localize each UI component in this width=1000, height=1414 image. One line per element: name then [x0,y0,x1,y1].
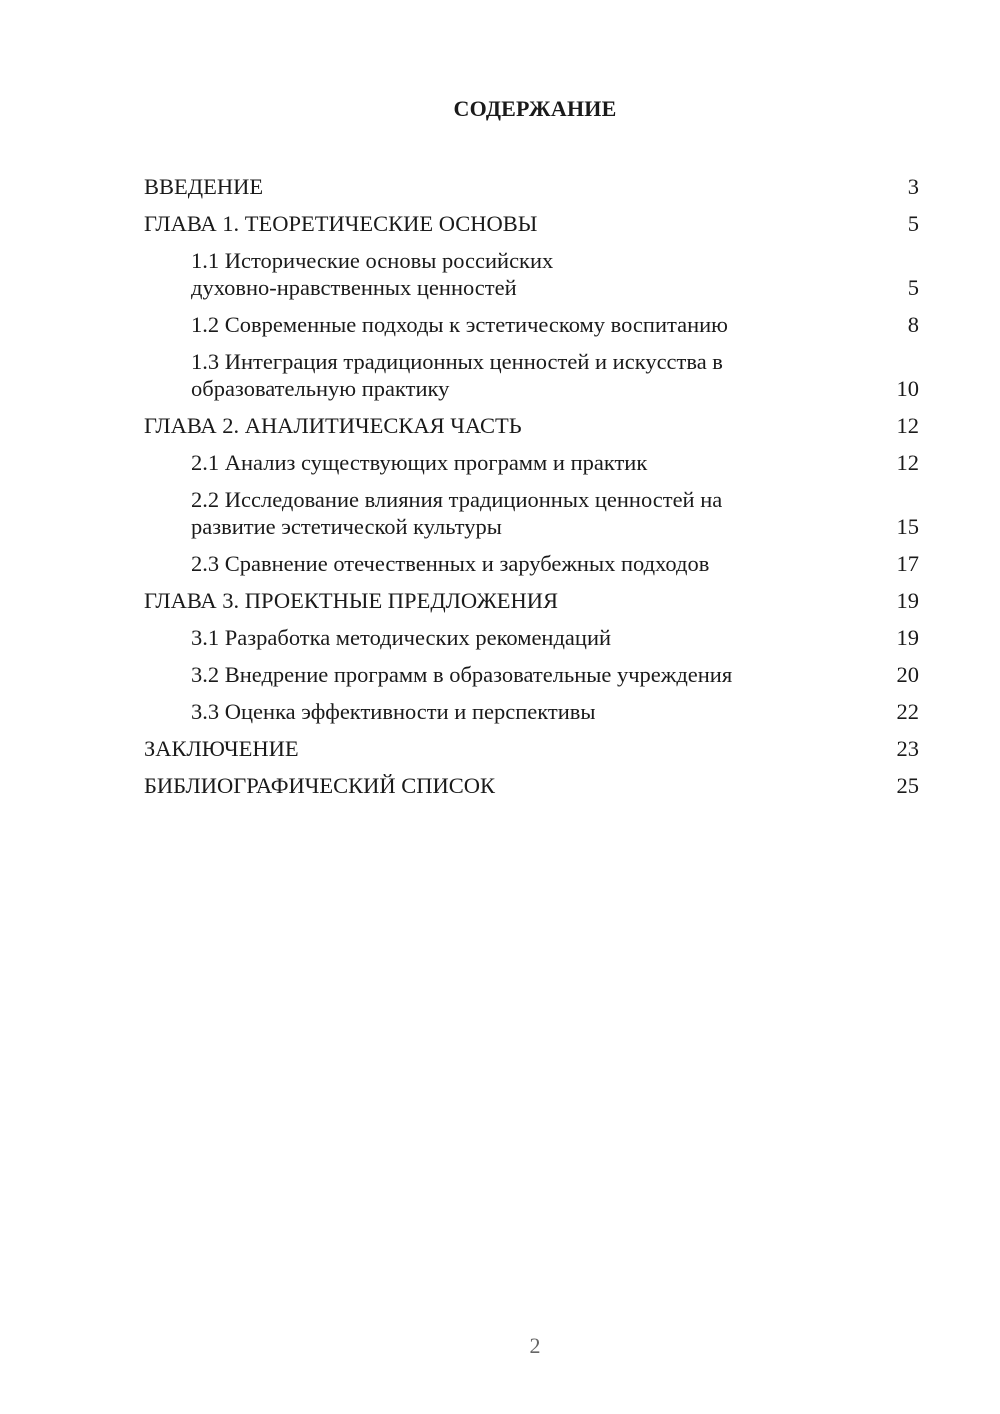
toc-entry-label: 2.2 Исследование влияния традиционных ценностей на развитие эстетической культуры [191,487,723,539]
toc-entry-page: 25 [896,773,919,798]
toc-entry-label: ВВЕДЕНИЕ [144,174,264,199]
toc-entry-chapter-3[interactable] [144,582,919,619]
toc-entry-page: 12 [896,450,919,475]
toc-entry-page: 22 [896,699,919,724]
toc-entry-section-3-1[interactable] [144,619,919,656]
toc-entry-label: ЗАКЛЮЧЕНИЕ [144,736,299,761]
toc-entry-page: 12 [896,413,919,438]
toc-entry-section-1-3[interactable] [144,343,919,407]
toc-entry-section-3-3[interactable] [144,693,919,730]
toc-entry-conclusion[interactable] [144,730,919,767]
toc-entry-label: ГЛАВА 1. ТЕОРЕТИЧЕСКИЕ ОСНОВЫ [144,211,538,236]
page-number: 2 [529,1333,541,1358]
toc-entry-page: 17 [896,551,919,576]
toc-entry-section-2-2[interactable] [144,481,919,545]
toc-entry-page: 10 [896,376,919,401]
toc-entry-page: 23 [896,736,919,761]
toc-entry-label: 1.3 Интеграция традиционных ценностей и искусства в образовательную практику [191,349,723,401]
toc-entry-label: 2.3 Сравнение отечественных и зарубежных подходов [191,551,710,576]
toc-entry-label: 3.1 Разработка методических рекомендаций [191,625,612,650]
toc-entry-chapter-1[interactable] [144,205,919,242]
toc-entry-label: ГЛАВА 3. ПРОЕКТНЫЕ ПРЕДЛОЖЕНИЯ [144,588,559,613]
toc-entry-label: 2.1 Анализ существующих программ и практик [191,450,648,475]
toc-entry-section-1-1[interactable] [144,242,919,306]
toc-entry-bibliography[interactable] [144,767,919,804]
toc-entry-label: 3.3 Оценка эффективности и перспективы [191,699,596,724]
toc-entry-page: 15 [896,514,919,539]
table-of-contents [144,168,919,804]
toc-entry-section-1-2[interactable] [144,306,919,343]
page-title: СОДЕРЖАНИЕ [453,96,617,121]
toc-entry-label: 3.2 Внедрение программ в образовательные учреждения [191,662,733,687]
toc-entry-page: 8 [907,312,919,337]
toc-entry-introduction[interactable] [144,168,919,205]
toc-entry-page: 19 [896,625,919,650]
toc-entry-chapter-2[interactable] [144,407,919,444]
toc-entry-page: 19 [896,588,919,613]
toc-entry-section-2-3[interactable] [144,545,919,582]
toc-entry-page: 20 [896,662,919,687]
toc-entry-label: 1.1 Исторические основы российских духовно-нравственных ценностей [191,248,554,300]
toc-entry-section-3-2[interactable] [144,656,919,693]
toc-entry-section-2-1[interactable] [144,444,919,481]
toc-entry-page: 5 [907,211,919,236]
toc-entry-label: БИБЛИОГРАФИЧЕСКИЙ СПИСОК [144,773,496,798]
toc-entry-page: 3 [907,174,919,199]
toc-entry-page: 5 [907,275,919,300]
toc-entry-label: 1.2 Современные подходы к эстетическому воспитанию [191,312,728,337]
toc-entry-label: ГЛАВА 2. АНАЛИТИЧЕСКАЯ ЧАСТЬ [144,413,522,438]
